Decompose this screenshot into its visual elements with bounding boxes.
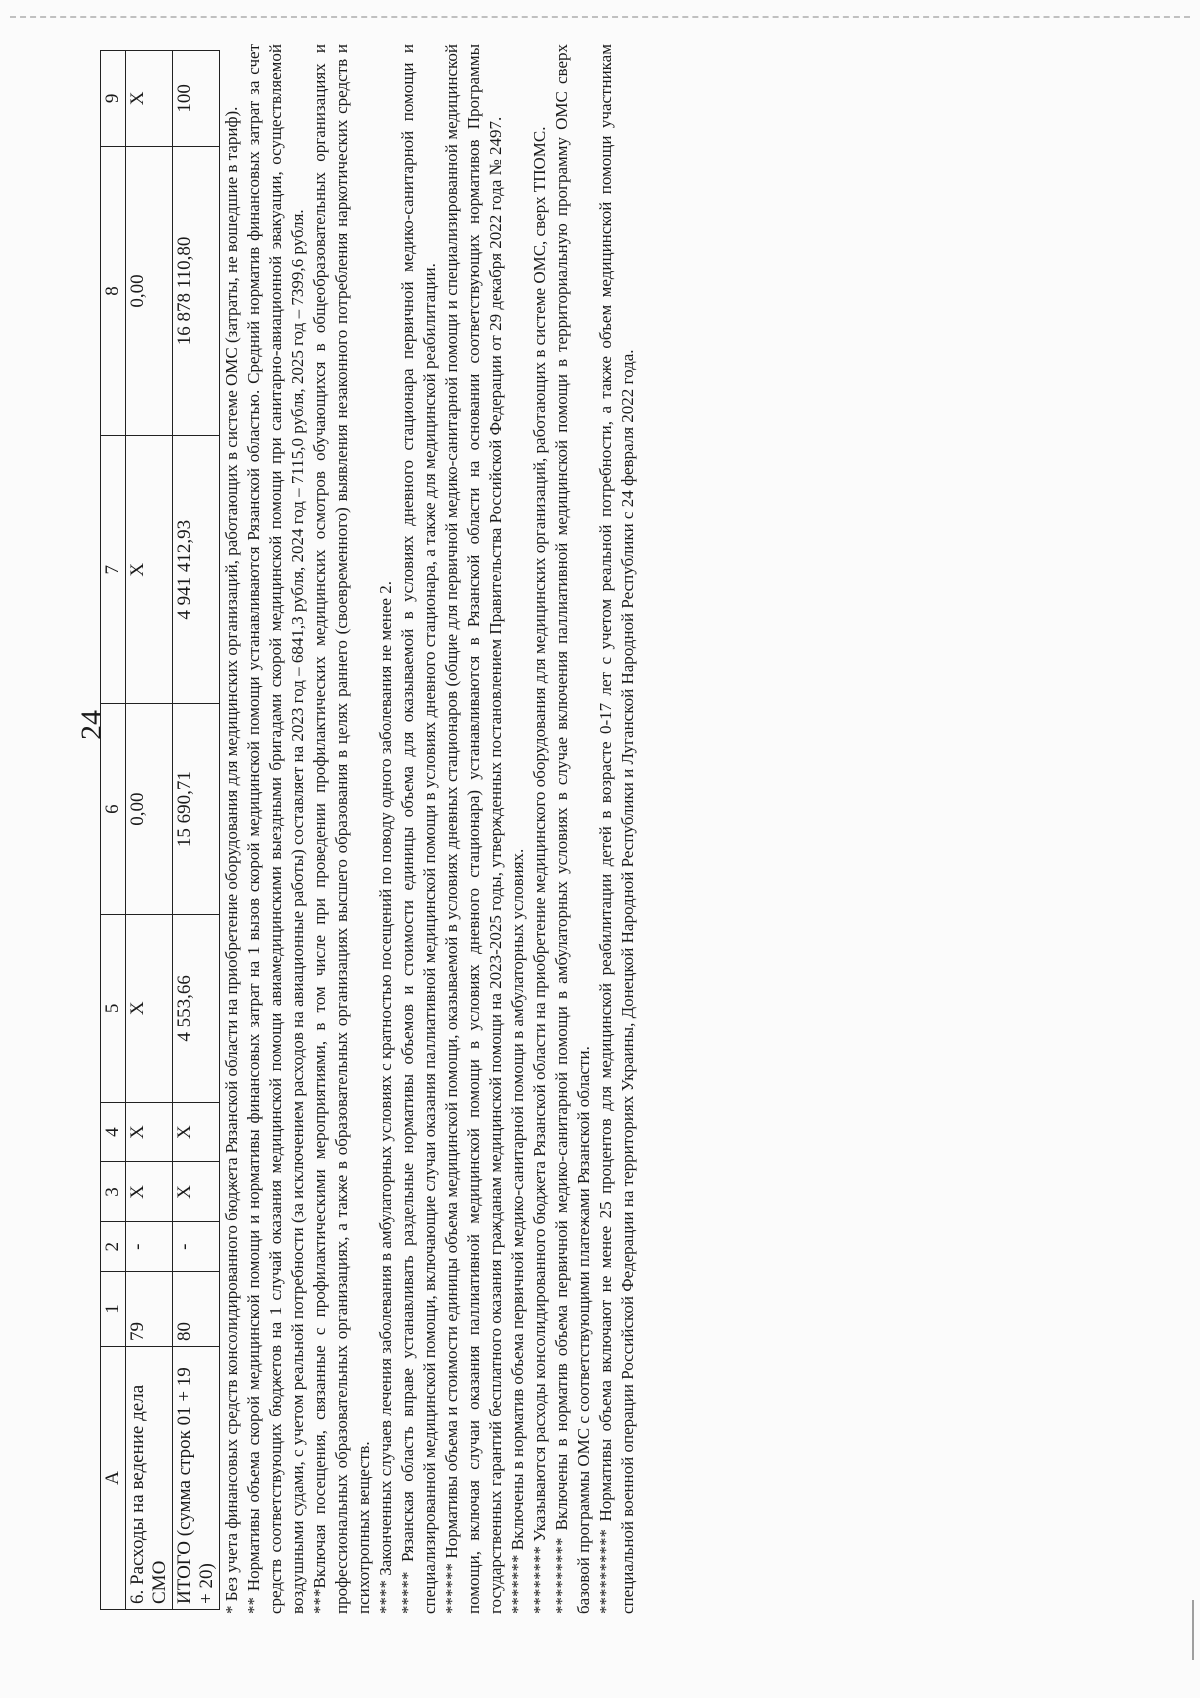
header-cell: 4 — [101, 1102, 126, 1162]
header-cell: 9 — [101, 51, 126, 147]
header-cell: А — [101, 1347, 126, 1610]
header-cell: 2 — [101, 1222, 126, 1272]
table-cell: 15 690,71 — [173, 704, 220, 915]
footnote: ***** Рязанская область вправе устанавливать раздельные нормативы объемов и стоимости единицы объема для оказываемой в условиях дневного стационара первичной медико-санитарной помощи и специализированной медицинской помощи, включающие случаи оказания паллиативной медицинской помощи в условиях дневного стационара, а также для медицинской реабилитации. — [398, 44, 439, 1614]
header-cell: 5 — [101, 914, 126, 1102]
row-label-cell: 6. Расходы на ведение дела СМО — [126, 1347, 173, 1610]
header-cell: 1 — [101, 1272, 126, 1347]
table-cell: - — [173, 1222, 220, 1272]
header-cell: 8 — [101, 146, 126, 435]
table-cell: 0,00 — [126, 146, 173, 435]
table-row — [126, 51, 173, 1610]
footnote: ***Включая посещения, связанные с профилактическими мероприятиями, в том числе при проведении профилактических медицинских осмотров обучающихся в общеобразовательных организациях и профессиональных образовательных организациях, а также в образовательных организациях высшего образования в целях раннего (своевременного) выявления незаконного потребления наркотических средств и психотропных веществ. — [310, 44, 373, 1614]
scan-margin-mark — [1192, 1600, 1194, 1660]
header-cell: 3 — [101, 1162, 126, 1222]
table-header-row — [101, 51, 126, 1610]
table-row-total — [173, 51, 220, 1610]
footnote: * Без учета финансовых средств консолидированного бюджета Рязанской области на приобретение оборудования для медицинских организаций, работающих в системе ОМС (затраты, не вошедшие в тариф). — [222, 106, 241, 1614]
footnote: ********* Включены в норматив объема первичной медико-санитарной помощи в амбулаторных условиях в случае включения паллиативной медицинской помощи в территориальную программу ОМС сверх базовой программы ОМС с соответствующими платежами Рязанской области. — [552, 44, 593, 1614]
table-cell: X — [126, 51, 173, 147]
table-cell: 4 553,66 — [173, 914, 220, 1102]
row-number-cell: 80 — [173, 1272, 220, 1347]
row-label-cell: ИТОГО (сумма строк 01 + 19 + 20) — [173, 1347, 220, 1610]
table-cell: 16 878 110,80 — [173, 146, 220, 435]
footnote: ******* Включены в норматив объема первичной медико-санитарной помощи в амбулаторных условиях. — [508, 848, 527, 1614]
table-cell: X — [126, 914, 173, 1102]
budget-table — [100, 50, 220, 1610]
table-cell: 100 — [173, 51, 220, 147]
table-cell: 4 941 412,93 — [173, 436, 220, 704]
table-cell: 0,00 — [126, 704, 173, 915]
row-number-cell: 79 — [126, 1272, 173, 1347]
header-cell: 7 — [101, 436, 126, 704]
footnote: ********** Нормативы объема включают не менее 25 процентов для медицинской реабилитации детей в возрасте 0-17 лет с учетом реальной потребности, а также объем медицинской помощи участникам специальной военной операции Российской Федерации на территориях Украины, Донецкой Народной Республики и Луганской Народной Республики с 24 февраля 2022 года. — [596, 44, 637, 1614]
page-number: 24 — [75, 710, 108, 740]
footnotes — [221, 44, 639, 1614]
table-cell: X — [173, 1102, 220, 1162]
table-cell: - — [126, 1222, 173, 1272]
table-cell: X — [126, 1162, 173, 1222]
table-cell: X — [173, 1162, 220, 1222]
rotated-document-body — [100, 44, 639, 1614]
footnote: ** Нормативы объема скорой медицинской помощи и нормативы финансовых затрат на 1 вызов скорой медицинской помощи устанавливаются Рязанской областью. Средний норматив финансовых затрат за счет средств соответствующих бюджетов на 1 случай оказания медицинской помощи авиамедицинскими выездными бригадами скорой медицинской помощи при санитарно-авиационной эвакуации, осуществляемой воздушными судами, с учетом реальной потребности (за исключением расходов на авиационные работы) составляет на 2023 год – 6841,3 рубля, 2024 год – 7115,0 рубля, 2025 год – 7399,6 рубля. — [244, 44, 307, 1614]
scan-edge-artifact — [10, 16, 1190, 18]
table-cell: X — [126, 436, 173, 704]
footnote: **** Законченных случаев лечения заболевания в амбулаторных условиях с кратностью посещений по поводу одного заболевания не менее 2. — [376, 581, 395, 1614]
footnote: ****** Нормативы объема и стоимости единицы объема медицинской помощи, оказываемой в условиях дневных стационаров (общие для первичной медико-санитарной помощи и специализированной медицинской помощи, включая случаи оказания паллиативной медицинской помощи в условиях дневного стационара) устанавливаются в Рязанской области на основании соответствующих нормативов Программы государственных гарантий бесплатного оказания гражданам медицинской помощи на 2023-2025 годы, утвержденных постановлением Правительства Российской Федерации от 29 декабря 2022 года № 2497. — [442, 44, 505, 1614]
footnote: ******** Указываются расходы консолидированного бюджета Рязанской области на приобретение медицинского оборудования для медицинских организаций, работающих в системе ОМС, сверх ТПОМС. — [530, 126, 549, 1614]
header-cell: 6 — [101, 704, 126, 915]
table-cell: X — [126, 1102, 173, 1162]
